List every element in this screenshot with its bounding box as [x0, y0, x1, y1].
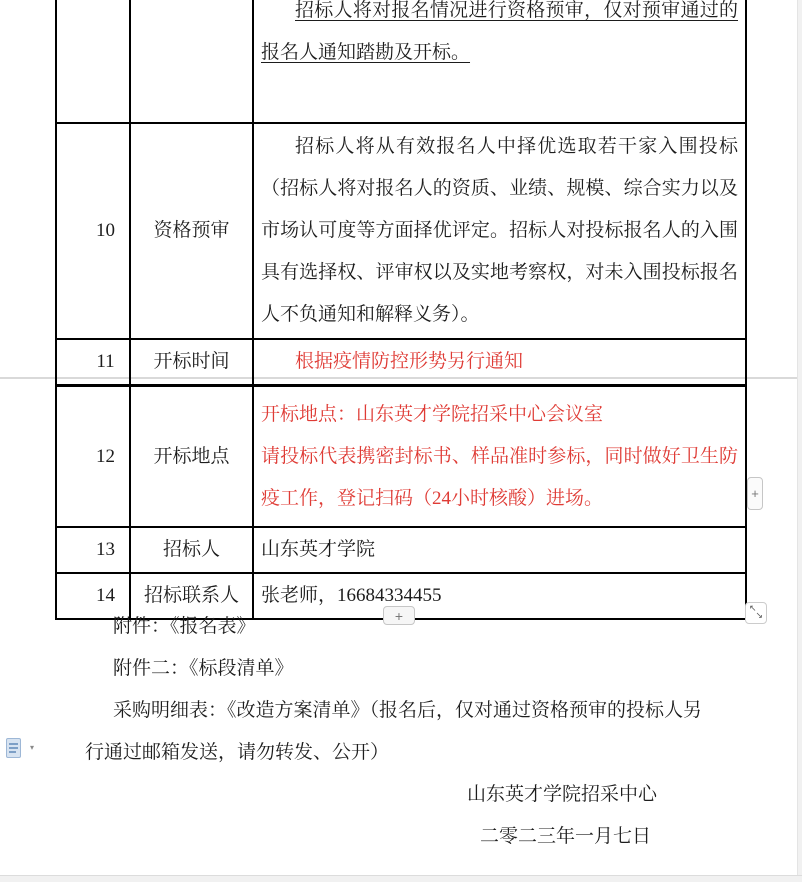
table-row-11: [56, 339, 746, 385]
cell-content-12: [253, 386, 746, 527]
attachment-notes: [85, 606, 765, 774]
cell-label-14: 招标联系人: [130, 573, 253, 619]
cell-no-10: 10: [56, 123, 130, 339]
signature-date: 二零二三年一月七日: [479, 826, 651, 847]
cell-no-11: 11: [56, 339, 130, 385]
attachment-note-line: 附件二：《标段清单》: [113, 658, 294, 679]
cell-no-empty: [56, 0, 130, 123]
attachment-note-line: 采购明细表：《改造方案清单》（报名后，仅对通过资格预审的投标人另: [113, 700, 703, 721]
table-insert-row-button[interactable]: [383, 606, 415, 625]
table-row-continuation: [56, 0, 746, 123]
cell-label-11: 开标时间: [130, 339, 253, 385]
plus-icon: +: [751, 486, 759, 501]
nw-arrow-icon: ↖: [749, 604, 757, 614]
se-arrow-icon: ↘: [755, 611, 763, 621]
paste-options-button[interactable]: [6, 738, 40, 760]
underlined-text: 报名人通知踏勘及开标。: [261, 42, 471, 63]
cell-content-prequal-note: [253, 0, 746, 123]
content-line-red: 请投标代表携密封标书、样品准时参标，同时做好卫生防: [261, 445, 738, 467]
cell-content-10: [253, 123, 746, 339]
attachment-note-line: 行通过邮箱发送，请勿转发、公开）: [85, 742, 390, 763]
table-resize-handle[interactable]: [745, 602, 767, 624]
cell-no-12: 12: [56, 386, 130, 527]
content-line-red: 开标地点：山东英才学院招采中心会议室: [261, 403, 604, 425]
content-line: 市场认可度等方面择优评定。招标人对投标报名人的入围: [261, 220, 738, 241]
table-row-13: [56, 527, 746, 573]
cell-label-13: 招标人: [130, 527, 253, 573]
content-line: 人不负通知和解释义务）。: [261, 304, 480, 325]
tender-table-page2: [55, 385, 747, 620]
content-line: [261, 32, 738, 74]
content-line-red: 疫工作，登记扫码（24小时核酸）进场。: [261, 487, 604, 509]
table-row-10: [56, 123, 746, 339]
signature-org: 山东英才学院招采中心: [466, 784, 657, 805]
content-line-red: 根据疫情防控形势另行通知: [295, 351, 524, 372]
cell-content-11: [253, 339, 746, 385]
cell-label-empty: [130, 0, 253, 123]
attachment-note-line: 附件：《报名表》: [113, 616, 256, 637]
cell-content-13: [253, 527, 746, 573]
signature-block: [85, 774, 657, 858]
paste-options-icon: [6, 738, 21, 758]
plus-icon: +: [394, 607, 404, 624]
content-line: 招标人将从有效报名人中择优选取若干家入围投标: [295, 136, 738, 157]
underlined-text: 招标人将对报名情况进行资格预审，仅对预审通过的: [295, 0, 738, 21]
tender-table-page1: [55, 0, 747, 386]
content-line: [261, 0, 738, 32]
cell-no-14: 14: [56, 573, 130, 619]
cell-label-10: 资格预审: [130, 123, 253, 339]
content-line: （招标人将对报名人的资质、业绩、规模、综合实力以及: [261, 178, 738, 199]
page-side-plus-button[interactable]: [747, 477, 763, 510]
cell-no-13: 13: [56, 527, 130, 573]
cell-label-12: 开标地点: [130, 386, 253, 527]
dropdown-caret-icon: ▾: [30, 743, 35, 752]
content-line: 张老师，16684334455: [261, 585, 442, 606]
canvas-right-gutter: [797, 0, 802, 881]
content-line: 山东英才学院: [261, 539, 376, 560]
content-line: 具有选择权、评审权以及实地考察权，对未入围投标报名: [261, 262, 738, 283]
table-row-12: [56, 386, 746, 527]
